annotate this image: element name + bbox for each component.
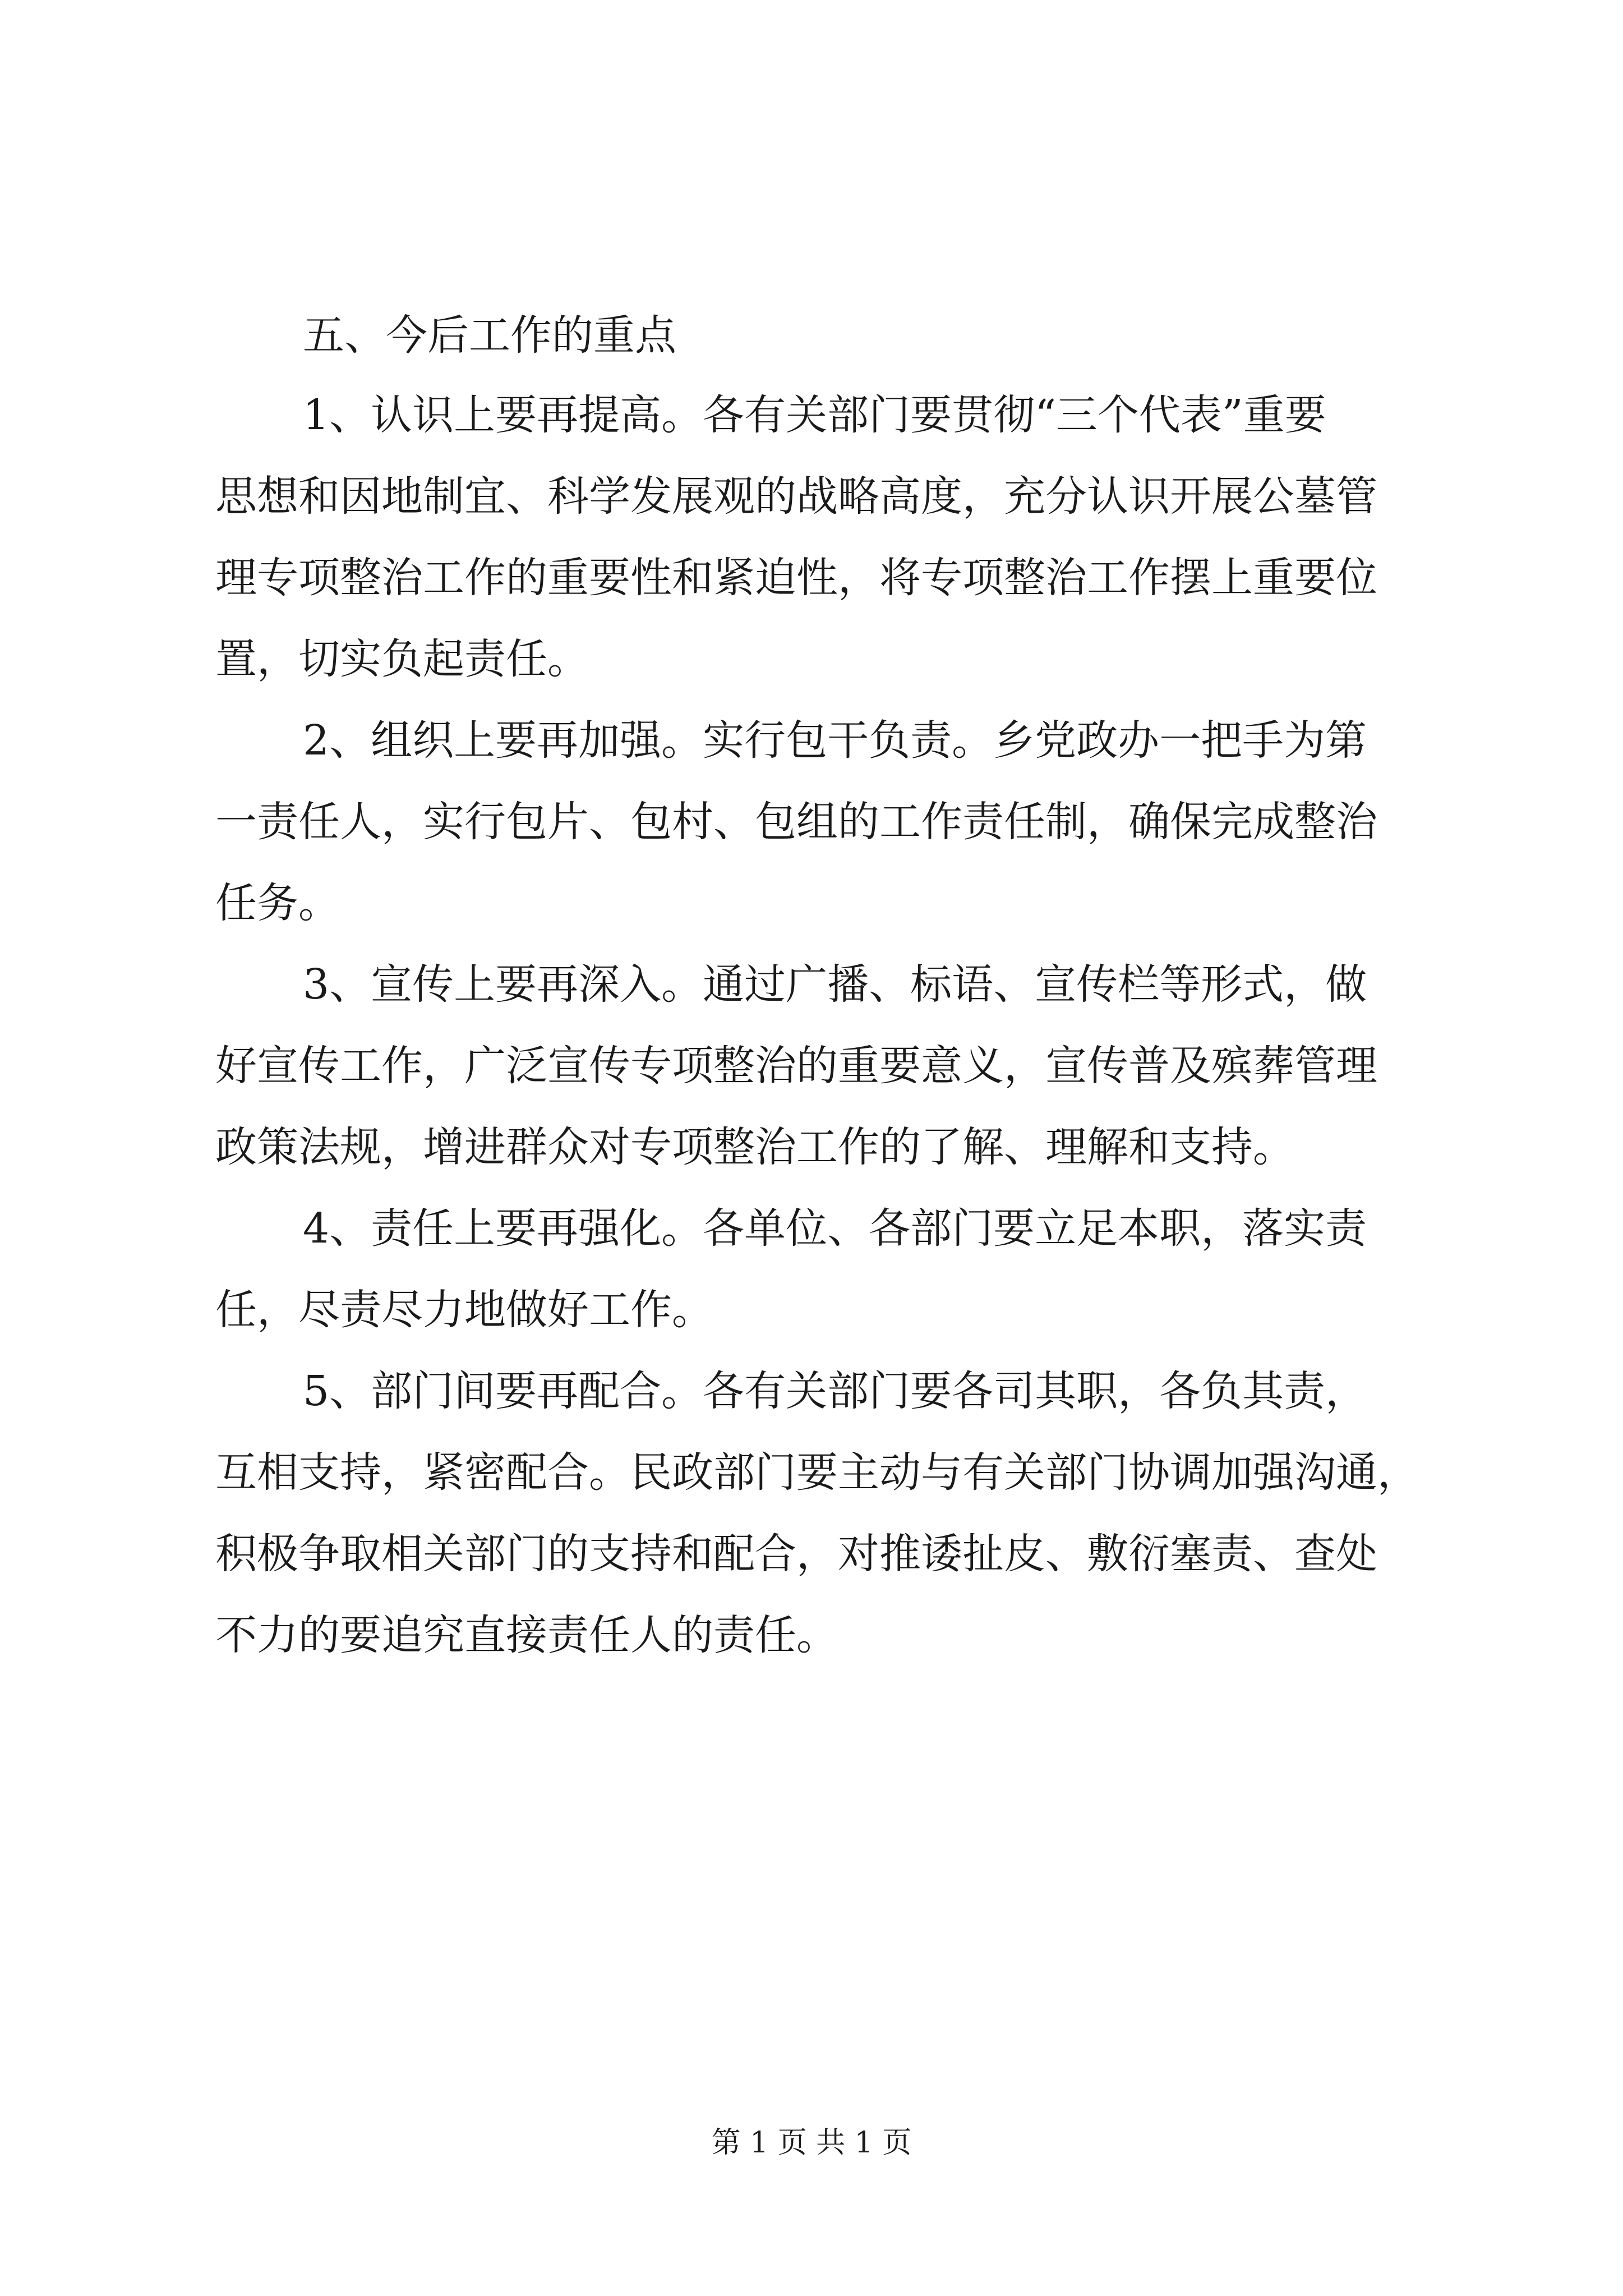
item-5-line-2: 互相支持，紧密配合。民政部门要主动与有关部门协调加强沟通， <box>215 1448 1419 1497</box>
item-1-line-1: 1、认识上要再提高。各有关部门要贯彻“三个代表”重要 <box>303 391 1326 439</box>
item-3-line-1: 3、宣传上要再深入。通过广播、标语、宣传栏等形式，做 <box>303 960 1367 1009</box>
item-3-line-2: 好宣传工作，广泛宣传专项整治的重要意义，宣传普及殡葬管理 <box>215 1042 1377 1090</box>
item-2-line-2: 一责任人，实行包片、包村、包组的工作责任制，确保完成整治 <box>215 798 1377 846</box>
item-1-line-4: 置，切实负起责任。 <box>215 635 589 683</box>
page-footer: 第 1 页 共 1 页 <box>711 2126 912 2160</box>
item-4-line-1: 4、责任上要再强化。各单位、各部门要立足本职，落实责 <box>303 1204 1367 1253</box>
section-heading: 五、今后工作的重点 <box>303 311 676 360</box>
item-3-line-3: 政策法规，增进群众对专项整治工作的了解、理解和支持。 <box>215 1123 1294 1171</box>
item-5-line-1: 5、部门间要再配合。各有关部门要各司其职，各负其责， <box>303 1367 1367 1415</box>
item-2-line-1: 2、组织上要再加强。实行包干负责。乡党政办一把手为第 <box>303 716 1367 765</box>
item-5-line-4: 不力的要追究直接责任人的责任。 <box>215 1611 838 1659</box>
item-4-line-2: 任，尽责尽力地做好工作。 <box>215 1286 713 1334</box>
item-2-line-3: 任务。 <box>215 879 340 927</box>
item-1-line-3: 理专项整治工作的重要性和紧迫性，将专项整治工作摆上重要位 <box>215 554 1377 602</box>
item-1-line-2: 思想和因地制宜、科学发展观的战略高度，充分认识开展公墓管 <box>215 472 1377 521</box>
item-5-line-3: 积极争取相关部门的支持和配合，对推诿扯皮、敷衍塞责、查处 <box>215 1530 1377 1578</box>
